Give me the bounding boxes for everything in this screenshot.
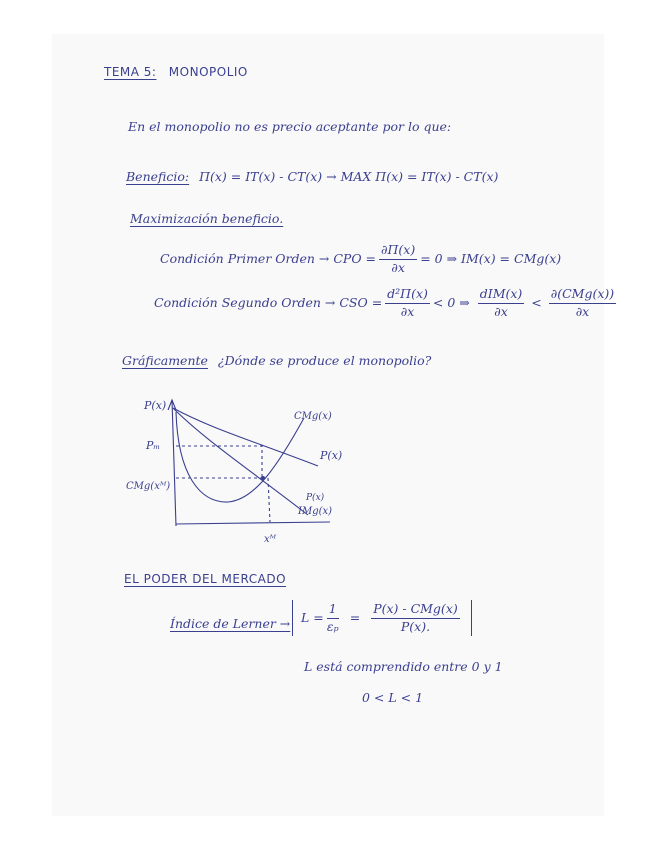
graph-y-axis bbox=[172, 400, 176, 526]
graph-im-label-bottom: IMg(x) bbox=[298, 506, 333, 517]
lerner-num-2: P(x) - CMg(x) bbox=[371, 603, 460, 619]
graph-pm-label: Pₘ bbox=[146, 439, 161, 452]
lerner-range-note: L está comprendido entre 0 y 1 bbox=[304, 659, 503, 674]
lerner-den-2: P(x). bbox=[400, 618, 431, 634]
intro-text: En el monopolio no es precio aceptante por lo que: bbox=[128, 119, 452, 134]
cso-cmg-denominator: ∂x bbox=[575, 303, 590, 319]
graph-demand-label: P(x) bbox=[320, 449, 343, 462]
maximizacion-label: Maximización beneficio. bbox=[130, 211, 284, 226]
lerner-label: Índice de Lerner → bbox=[170, 616, 291, 631]
cso-less-than: < bbox=[531, 294, 542, 310]
graficamente-label: Gráficamente bbox=[122, 353, 208, 368]
cpo-label: Condición Primer Orden → CPO = bbox=[160, 250, 377, 266]
equilibrium-point bbox=[261, 476, 265, 480]
marginal-cost-curve bbox=[176, 412, 304, 502]
cso-im-denominator: ∂x bbox=[494, 303, 508, 319]
graph-im-label-top: P(x) bbox=[306, 493, 325, 503]
cso-numerator: d²Π(x) bbox=[385, 288, 430, 304]
graph-x-label: xᴹ bbox=[264, 534, 277, 545]
cso-cmg-numerator: ∂(CMg(x)) bbox=[549, 288, 616, 304]
lerner-inequality: 0 < L < 1 bbox=[362, 690, 424, 705]
lerner-fraction-1 bbox=[327, 603, 339, 633]
cso-implies: < 0 ⇒ bbox=[432, 294, 470, 310]
graficamente-question: ¿Dónde se produce el monopolio? bbox=[217, 353, 432, 368]
lerner-label-line bbox=[170, 618, 290, 631]
cpo-result: = 0 ⇒ IM(x) = CMg(x) bbox=[420, 250, 562, 266]
lerner-den-1: εₚ bbox=[326, 618, 339, 634]
xm-guide-line bbox=[268, 478, 270, 522]
beneficio-formula: Π(x) = IT(x) - CT(x) → MAX Π(x) = IT(x) - CT(x) bbox=[199, 169, 499, 184]
tema-topic: MONOPOLIO bbox=[168, 65, 248, 79]
poder-title: EL PODER DEL MERCADO bbox=[124, 572, 287, 586]
cso-im-numerator: dIM(x) bbox=[478, 288, 525, 304]
beneficio-label: Beneficio: bbox=[126, 169, 190, 184]
lerner-bracket bbox=[292, 600, 472, 636]
graph-x-axis bbox=[176, 522, 330, 524]
tema-label: TEMA 5: bbox=[104, 65, 157, 79]
graph-y-label: P(x) bbox=[144, 399, 167, 412]
pm-guide-line bbox=[176, 446, 262, 478]
cpo-numerator: ∂Π(x) bbox=[379, 244, 417, 260]
lerner-num-1: 1 bbox=[327, 603, 339, 619]
cso-label: Condición Segundo Orden → CSO = bbox=[154, 294, 383, 310]
graph-cmg-xm-label: CMg(xᴹ) bbox=[126, 481, 171, 492]
lerner-fraction-2 bbox=[371, 603, 460, 633]
graph-cmg-curve-label: CMg(x) bbox=[294, 411, 332, 422]
cso-denominator: ∂x bbox=[400, 303, 415, 319]
cpo-denominator: ∂x bbox=[391, 259, 405, 275]
lerner-equals: = bbox=[349, 609, 361, 625]
lerner-l: L = bbox=[301, 609, 324, 625]
